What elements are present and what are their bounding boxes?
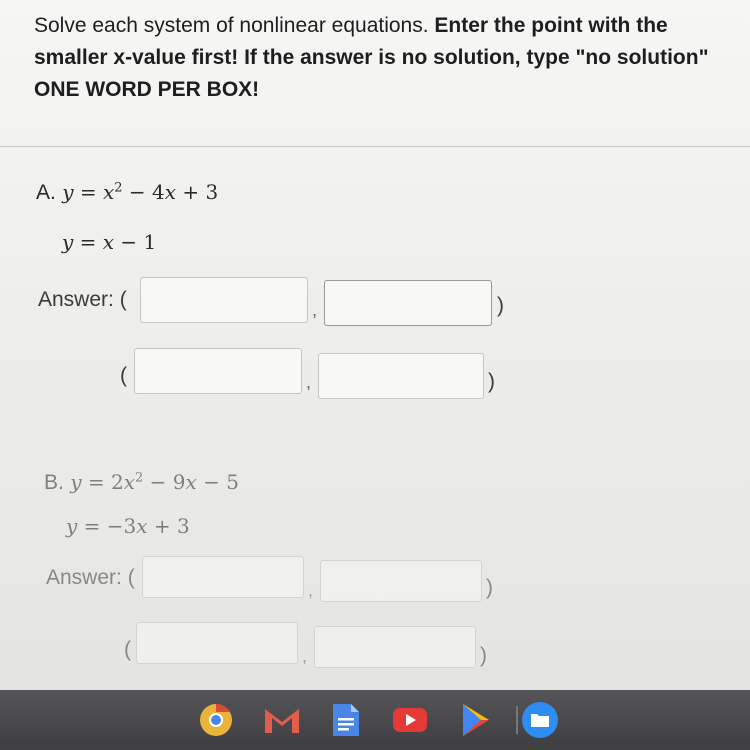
problem-a-point1-y-input[interactable] [325,281,491,325]
problem-b-equation-1: B. $y = 2x^2 - 9x - 5$ [44,470,239,494]
problem-a-point1-x-box[interactable] [140,277,308,323]
problem-b-point2-x-input[interactable] [137,623,297,663]
var-x: x [136,514,148,538]
play-store-icon [459,702,493,738]
var-x: x [164,180,177,204]
instructions-bold-2: smaller x-value first! If the answer is no solution, type "no solution" [34,46,709,69]
var-x: x [102,230,115,254]
problem-b-point1-x-box[interactable] [142,556,304,598]
problem-a-point2-y-box[interactable] [318,353,484,399]
divider [0,146,750,147]
problem-a-point2-y-input[interactable] [319,354,483,398]
var-y: y [66,514,78,538]
coefficient: −3 [106,514,137,538]
var-x: x [123,470,136,494]
problem-a-point2-x-input[interactable] [135,349,301,393]
var-x: x [103,180,115,204]
files-app-button[interactable] [520,700,560,740]
instructions [34,10,734,106]
gmail-icon [263,705,301,735]
shelf-separator [516,706,518,734]
var-x: x [185,470,197,494]
comma: , [312,300,318,320]
docs-app-button[interactable] [326,700,366,740]
problem-a-point2-x-box[interactable] [134,348,302,394]
problem-b-label: B. [44,471,64,494]
close-paren: ) [480,644,487,667]
problem-b-point2-x-box[interactable] [136,622,298,664]
var-y: y [62,180,74,204]
chrome-icon [198,702,234,738]
chrome-app-button[interactable] [196,700,236,740]
files-icon [521,701,559,739]
play-store-app-button[interactable] [456,700,496,740]
problem-b-equation-2: y = −3x + 3 [66,514,190,538]
open-paren: ( [124,638,131,661]
problem-a-equation-1: A. $y = x^2 - 4x + 3$ [36,180,219,204]
os-shelf [0,690,750,750]
instructions-text: Solve each system of nonlinear equations. [34,14,435,37]
term: − 4 [122,180,165,204]
term: − 5 [196,470,239,494]
problem-b-point1-y-box[interactable] [320,560,482,602]
problem-a-point1-y-box[interactable] [324,280,492,326]
term: − 1 [114,230,157,254]
gmail-app-button[interactable] [262,700,302,740]
youtube-icon [392,706,428,734]
instructions-bold-1: Enter the point with the [434,14,668,37]
problem-a-point1-x-input[interactable] [141,278,307,322]
exponent: 2 [114,180,123,196]
close-paren: ) [486,576,493,599]
problem-b-answer-label: Answer: ( [46,566,135,589]
comma: , [306,372,312,392]
problem-b-point2-y-input[interactable] [315,627,475,667]
docs-icon [331,702,361,738]
exponent: 2 [135,470,144,486]
comma: , [308,580,314,600]
problem-a-answer-label: Answer: ( [38,288,127,311]
close-paren: ) [488,370,495,393]
var-y: y [70,470,82,494]
close-paren: ) [497,294,504,317]
open-paren: ( [120,364,127,387]
problem-a-label: A. [36,181,56,204]
var-y: y [62,230,74,254]
term: + 3 [147,514,190,538]
problem-a-equation-2: y = x − 1 [62,230,157,254]
youtube-app-button[interactable] [390,700,430,740]
problem-b-point1-x-input[interactable] [143,557,303,597]
comma: , [302,646,308,666]
instructions-bold-3: ONE WORD PER BOX! [34,78,260,101]
problem-b-point1-y-input[interactable] [321,561,481,601]
term: − 9 [143,470,186,494]
term: + 3 [176,180,219,204]
problem-b-point2-y-box[interactable] [314,626,476,668]
coefficient: 2 [111,470,124,494]
